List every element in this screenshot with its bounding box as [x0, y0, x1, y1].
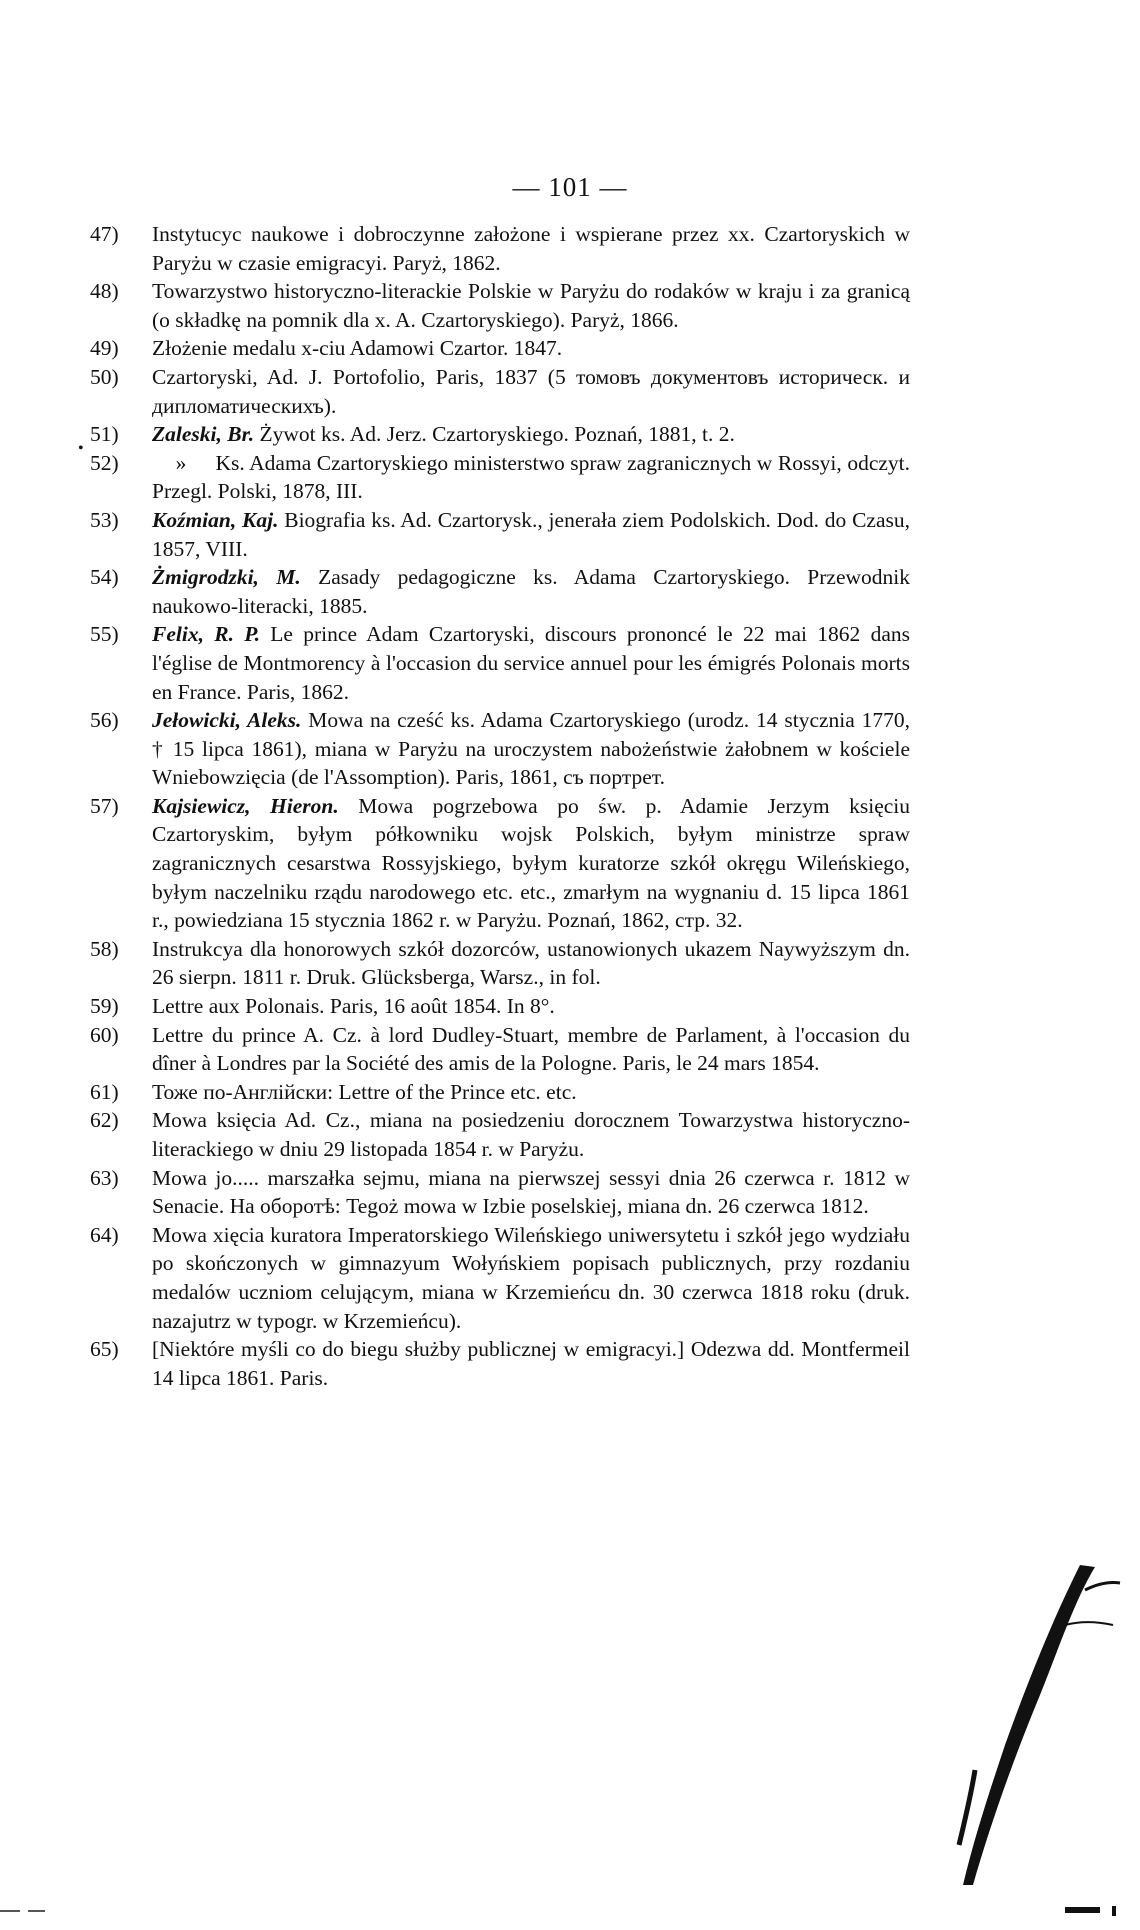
entry-54	[90, 563, 910, 620]
entry-63	[90, 1164, 910, 1221]
entry-number: 63)	[90, 1165, 119, 1190]
entry-number: 48)	[90, 279, 119, 304]
entry-number: 49)	[90, 336, 119, 361]
entry-text: Czartoryski, Ad. J. Portofolio, Paris, 1837 (5 томовъ документовъ историческ. и дипломатическихъ).	[152, 364, 910, 418]
entry-number: 64)	[90, 1222, 119, 1247]
entry-text: Towarzystwo historyczno-literackie Polskie w Paryżu do rodaków w kraju i za granicą (o składkę na pomnik dla x. A. Czartoryskiego). Paryż, 1866.	[152, 279, 910, 332]
entry-title: Biografia ks. Ad. Czartorysk., jenerała ziem Podolskich. Dod. do Czasu, 1857, VIII.	[152, 507, 910, 561]
entry-number: 50)	[90, 364, 119, 389]
entry-text	[152, 449, 910, 506]
entry-58	[90, 935, 910, 992]
entry-65	[90, 1335, 910, 1392]
entry-number: 65)	[90, 1337, 119, 1362]
entry-text	[152, 792, 910, 935]
entry-text	[152, 706, 910, 792]
entry-title: Zasady pedagogiczne ks. Adama Czartoryskiego. Przewodnik naukowo-literacki, 1885.	[152, 565, 911, 618]
entry-text	[152, 420, 910, 449]
entry-title: Ks. Adama Czartoryskiego ministerstwo spraw zagranicznych w Rossyi, odczyt. Przegl. Polski, 1878, III.	[152, 450, 910, 504]
entry-text	[152, 563, 910, 620]
entry-64	[90, 1221, 910, 1335]
entry-title: Mowa na cześć ks. Adama Czartoryskiego (urodz. 14 stycznia 1770, † 15 lipca 1861), miana w Paryżu na uroczystem nabożeństwie żałobnem w kościele Wniebowzięcia (de l'Assomption). Paris, 1861, съ портрет.	[152, 708, 910, 790]
entry-61	[90, 1078, 910, 1107]
entry-author: Jełowicki, Aleks.	[152, 708, 302, 733]
entry-text: Mowa księcia Ad. Cz., miana na posiedzeniu dorocznem Towarzystwa historyczno-literackiego w dniu 29 listopada 1854 r. w Paryżu.	[152, 1108, 910, 1161]
entry-number: 62)	[90, 1108, 119, 1133]
bibliography-list	[90, 220, 910, 1392]
entry-number: 60)	[90, 1022, 119, 1047]
entry-50	[90, 363, 910, 420]
entry-title: Le prince Adam Czartoryski, discours prononcé le 22 mai 1862 dans l'église de Montmorency à l'occasion du service annuel pour les émigrés Polonais morts en France. Paris, 1862.	[152, 622, 910, 704]
entry-number: 57)	[90, 793, 119, 818]
entry-number: 58)	[90, 936, 119, 961]
page-number: — 101 —	[512, 172, 628, 202]
pen-flourish-mark	[935, 1555, 1135, 1895]
entry-53	[90, 506, 910, 563]
ditto-mark: »	[175, 450, 187, 475]
entry-title: Żywot ks. Ad. Jerz. Czartoryskiego. Poznań, 1881, t. 2.	[259, 422, 735, 447]
entry-text: [Niektóre myśli co do biegu służby publicznej w emigracyi.] Odezwa dd. Montfermeil 14 lipca 1861. Paris.	[152, 1337, 910, 1390]
entry-57	[90, 792, 910, 935]
entry-56	[90, 706, 910, 792]
entry-author: Felix, R. P.	[152, 622, 260, 647]
entry-number: 59)	[90, 994, 119, 1019]
entry-60	[90, 1021, 910, 1078]
entry-text: Złożenie medalu x-ciu Adamowi Czartor. 1847.	[152, 336, 563, 361]
entry-49	[90, 334, 910, 363]
entry-number: 51)	[90, 422, 119, 447]
entry-62	[90, 1106, 910, 1163]
margin-bullet: •	[78, 440, 84, 457]
entry-59	[90, 992, 910, 1021]
entry-author: Zaleski, Br.	[152, 422, 255, 447]
entry-51	[90, 420, 910, 449]
entry-55	[90, 620, 910, 706]
entry-text: Lettre aux Polonais. Paris, 16 août 1854. In 8°.	[152, 994, 555, 1019]
entry-number: 56)	[90, 708, 119, 733]
entry-47	[90, 220, 910, 277]
entry-text: Mowa jo..... marszałka sejmu, miana na pierwszej sessyi dnia 26 czerwca r. 1812 w Senacie. На оборотѣ: Tegoż mowa w Izbie poselskiej, miana dn. 26 czerwca 1812.	[152, 1165, 910, 1219]
entry-number: 55)	[90, 622, 119, 647]
scan-edge-marks	[0, 1905, 1140, 1925]
entry-text: Тоже по-Англійски: Lettre of the Prince etc. etc.	[152, 1079, 577, 1104]
entry-52	[90, 449, 910, 506]
entry-text: Instrukcya dla honorowych szkół dozorców, ustanowionych ukazem Naywyższym dn. 26 sierpn. 1811 r. Druk. Glücksberga, Warsz., in fol.	[152, 936, 910, 990]
entry-text: Mowa xięcia kuratora Imperatorskiego Wileńskiego uniwersytetu i szkół jego wydziału po skończonych w gimnazyum Wołyńskiem popisach publicznych, przy rozdaniu medalów uczniom celującym, miana w Krzemieńcu dn. 30 czerwca 1818 roku (druk. nazajutrz w typogr. w Krzemieńcu).	[152, 1222, 910, 1333]
entry-text	[152, 620, 910, 706]
entry-number: 53)	[90, 507, 119, 532]
entry-author: Koźmian, Kaj.	[152, 507, 279, 532]
entry-48	[90, 277, 910, 334]
entry-number: 61)	[90, 1079, 119, 1104]
entry-text: Instytucyc naukowe i dobroczynne założone i wspierane przez xx. Czartoryskich w Paryżu w czasie emigracyi. Paryż, 1862.	[152, 222, 910, 275]
entry-number: 47)	[90, 222, 119, 246]
entry-text: Lettre du prince A. Cz. à lord Dudley-Stuart, membre de Parlament, à l'occasion du dîner à Londres par la Société des amis de la Pologne. Paris, le 24 mars 1854.	[152, 1022, 910, 1076]
entry-text	[152, 506, 910, 563]
entry-author: Żmigrodzki, M.	[152, 565, 301, 590]
entry-author: Kajsiewicz, Hieron.	[152, 793, 339, 818]
entry-title: Mowa pogrzebowa po św. p. Adamie Jerzym księciu Czartoryskim, byłym półkowniku wojsk Polskich, byłym ministrze spraw zagranicznych cesarstwa Rossyjskiego, byłym kuratorze szkół okręgu Wileńskiego, byłym naczelniku rządu narodowego etc. etc., zmarłym na wygnaniu d. 15 lipca 1861 r., powiedziana 15 stycznia 1862 r. w Paryżu. Poznań, 1862, стр. 32.	[152, 793, 911, 933]
entry-number: 52)	[90, 450, 119, 475]
entry-number: 54)	[90, 565, 119, 590]
